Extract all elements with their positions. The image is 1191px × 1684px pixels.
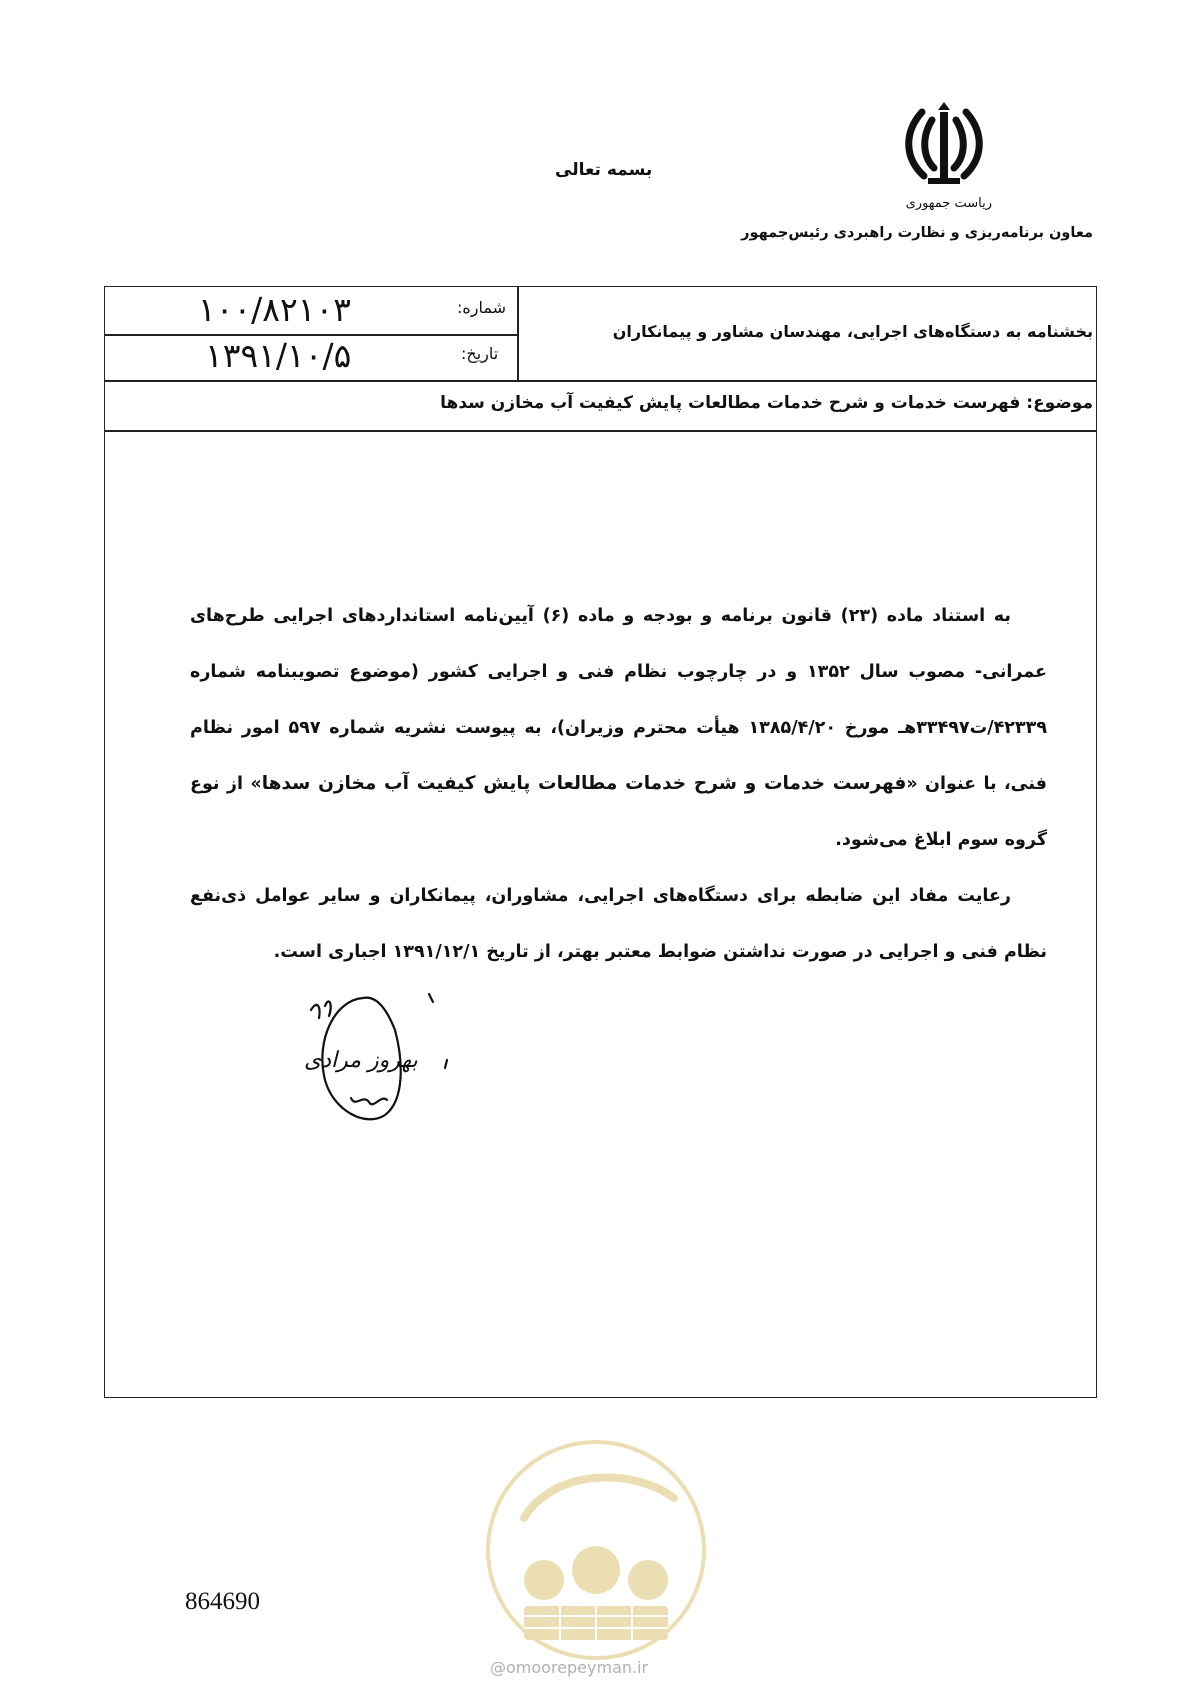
addressee: بخشنامه به دستگاه‌های اجرایی، مهندسان مشاور و پیمانکاران — [612, 322, 1093, 341]
letter-body — [190, 588, 1047, 980]
org-line-deputy: معاون برنامه‌ریزی و نظارت راهبردی رئیس‌جمهور — [741, 225, 1093, 241]
signatory-name: بهروز مرادی — [304, 1048, 418, 1073]
iran-emblem-icon — [898, 98, 990, 190]
letter-date: ۱۳۹۱/۱۰/۵ — [205, 336, 352, 375]
header-divider — [104, 380, 1097, 382]
watermark-url: @omoorepeyman.ir — [490, 1658, 649, 1677]
omoorepeyman-watermark-logo — [484, 1438, 708, 1662]
header-divider — [517, 286, 519, 380]
paragraph: به استناد ماده (۲۳) قانون برنامه و بودجه و ماده (۶) آیین‌نامه استانداردهای اجرایی طرح‌های عمرانی- مصوب سال ۱۳۵۲ و در چارچوب نظام فنی و اجرایی کشور (موضوع تصویبنامه شماره ۴۲۳۳۹/ت۳۳۴۹۷هـ مورخ ۱۳۸۵/۴/۲۰ هیأت محترم وزیران)، به پیوست نشریه شماره ۵۹۷ امور نظام فنی، با عنوان «فهرست خدمات و شرح خدمات مطالعات پایش کیفیت آب مخازن سدها» از نوع گروه سوم ابلاغ می‌شود. — [190, 606, 1047, 850]
paragraph: رعایت مفاد این ضابطه برای دستگاه‌های اجرایی، مشاوران، پیمانکاران و سایر عوامل ذی‌نفع نظام فنی و اجرایی در صورت نداشتن ضوابط معتبر بهتر، از تاریخ ۱۳۹۱/۱۲/۱ اجباری است. — [190, 886, 1047, 962]
subject-line: موضوع: فهرست خدمات و شرح خدمات مطالعات پایش کیفیت آب مخازن سدها — [440, 393, 1093, 413]
number-label: شماره: — [457, 298, 507, 317]
letter-number: ۱۰۰/۸۲۱۰۳ — [198, 290, 351, 329]
document-number: 864690 — [185, 1588, 260, 1615]
header-divider — [104, 430, 1097, 432]
date-label: تاریخ: — [461, 344, 499, 363]
org-line-presidency: ریاست جمهوری — [905, 196, 992, 211]
publication-title: فهرست خدمات و شرح خدمات مطالعات پایش کیفیت آب مخازن سدها — [261, 773, 907, 794]
